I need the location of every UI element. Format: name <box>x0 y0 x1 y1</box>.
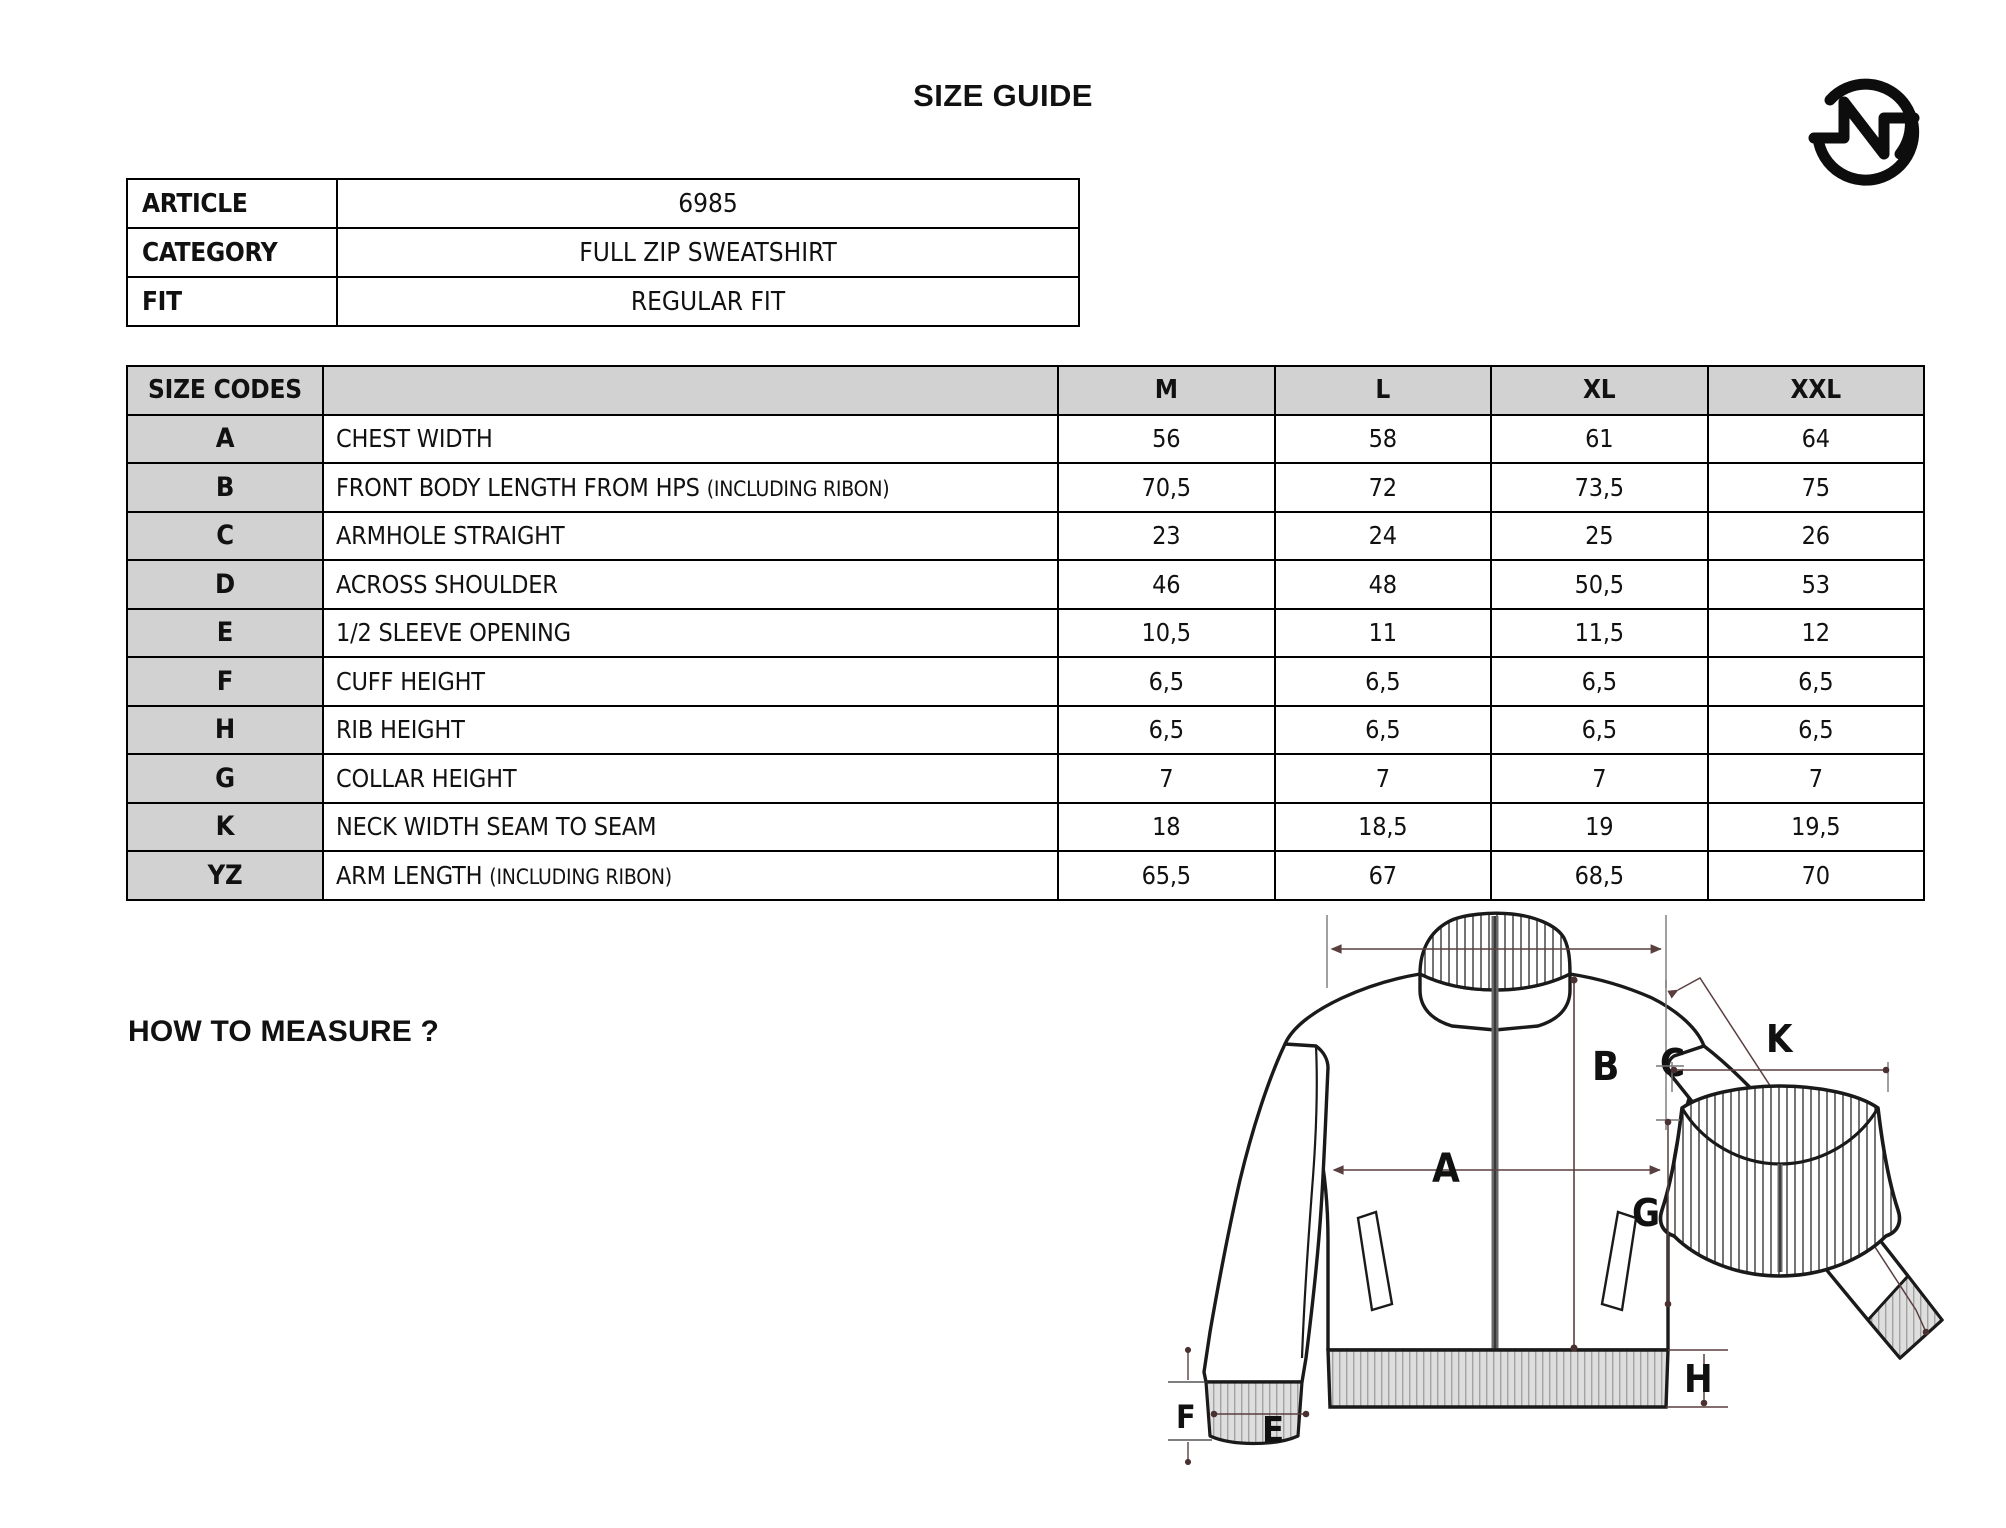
table-row <box>127 228 1079 277</box>
circle-zigzag-logo <box>1800 62 1928 190</box>
table-row <box>127 609 1924 658</box>
value-cell-xxl: 12 <box>1708 609 1925 658</box>
marker-label-a: A <box>1432 1146 1460 1192</box>
description-text: 1/2 SLEEVE OPENING <box>336 618 571 648</box>
info-value-category: FULL ZIP SWEATSHIRT <box>337 228 1079 277</box>
value-cell-l: 48 <box>1275 560 1492 609</box>
size-code-cell: K <box>127 803 323 852</box>
column-header-description <box>323 366 1058 415</box>
size-measurements-table <box>126 365 1925 901</box>
value-cell-xl: 19 <box>1491 803 1708 852</box>
marker-label-b: B <box>1592 1044 1620 1090</box>
measurement-description-cell <box>323 415 1058 464</box>
value-cell-l: 67 <box>1275 851 1492 900</box>
size-code-cell: G <box>127 754 323 803</box>
size-code-cell: B <box>127 463 323 512</box>
value-cell-m: 56 <box>1058 415 1275 464</box>
value-cell-m: 70,5 <box>1058 463 1275 512</box>
column-header-size-codes: SIZE CODES <box>127 366 323 415</box>
marker-label-k: K <box>1766 1017 1793 1061</box>
value-cell-xl: 6,5 <box>1491 706 1708 755</box>
value-cell-xxl: 53 <box>1708 560 1925 609</box>
value-cell-l: 6,5 <box>1275 706 1492 755</box>
description-text: COLLAR HEIGHT <box>336 763 517 793</box>
value-cell-xxl: 6,5 <box>1708 657 1925 706</box>
value-cell-xxl: 26 <box>1708 512 1925 561</box>
table-row <box>127 415 1924 464</box>
description-text: RIB HEIGHT <box>336 715 465 745</box>
value-cell-m: 7 <box>1058 754 1275 803</box>
article-info-table <box>126 178 1080 327</box>
description-text: CUFF HEIGHT <box>336 666 485 696</box>
value-cell-m: 18 <box>1058 803 1275 852</box>
measurement-description-cell <box>323 851 1058 900</box>
value-cell-xl: 61 <box>1491 415 1708 464</box>
info-value-article: 6985 <box>337 179 1079 228</box>
jacket-left-sleeve <box>1204 1044 1328 1382</box>
column-header-xxl: XXL <box>1708 366 1925 415</box>
description-text: FRONT BODY LENGTH FROM HPS <box>336 472 700 502</box>
value-cell-xxl: 75 <box>1708 463 1925 512</box>
value-cell-m: 10,5 <box>1058 609 1275 658</box>
marker-label-g: G <box>1632 1191 1661 1235</box>
measurement-description-cell <box>323 754 1058 803</box>
marker-label-h: H <box>1684 1357 1713 1401</box>
measurement-description-cell <box>323 657 1058 706</box>
table-header-row <box>127 366 1924 415</box>
value-cell-xl: 11,5 <box>1491 609 1708 658</box>
column-header-m: M <box>1058 366 1275 415</box>
bottom-rib-hem <box>1328 1350 1668 1407</box>
value-cell-xxl: 6,5 <box>1708 706 1925 755</box>
value-cell-xxl: 7 <box>1708 754 1925 803</box>
info-key-category: CATEGORY <box>127 228 337 277</box>
value-cell-m: 6,5 <box>1058 706 1275 755</box>
value-cell-l: 18,5 <box>1275 803 1492 852</box>
column-header-l: L <box>1275 366 1492 415</box>
value-cell-xl: 73,5 <box>1491 463 1708 512</box>
dimension-rib-height <box>1666 1350 1728 1407</box>
how-to-measure-heading: HOW TO MEASURE ? <box>128 1015 439 1048</box>
measurement-description-cell <box>323 706 1058 755</box>
size-code-cell: D <box>127 560 323 609</box>
column-header-xl: XL <box>1491 366 1708 415</box>
description-text: CHEST WIDTH <box>336 424 493 454</box>
description-text: ACROSS SHOULDER <box>336 569 558 599</box>
info-value-fit: REGULAR FIT <box>337 277 1079 326</box>
value-cell-m: 23 <box>1058 512 1275 561</box>
left-sleeve-cuff <box>1206 1382 1302 1444</box>
value-cell-l: 72 <box>1275 463 1492 512</box>
value-cell-xxl: 70 <box>1708 851 1925 900</box>
measurement-description-cell <box>323 463 1058 512</box>
value-cell-xxl: 19,5 <box>1708 803 1925 852</box>
value-cell-xl: 7 <box>1491 754 1708 803</box>
measurement-description-cell <box>323 609 1058 658</box>
table-row <box>127 754 1924 803</box>
value-cell-xl: 50,5 <box>1491 560 1708 609</box>
value-cell-l: 24 <box>1275 512 1492 561</box>
table-row <box>127 803 1924 852</box>
value-cell-m: 46 <box>1058 560 1275 609</box>
value-cell-l: 58 <box>1275 415 1492 464</box>
description-text: ARMHOLE STRAIGHT <box>336 521 565 551</box>
marker-label-f: F <box>1176 1398 1196 1436</box>
table-row <box>127 706 1924 755</box>
value-cell-m: 6,5 <box>1058 657 1275 706</box>
size-code-cell: H <box>127 706 323 755</box>
measurement-illustration <box>1080 880 2006 1528</box>
value-cell-xl: 6,5 <box>1491 657 1708 706</box>
table-row <box>127 463 1924 512</box>
size-code-cell: YZ <box>127 851 323 900</box>
marker-label-c: C <box>1660 1041 1686 1085</box>
value-cell-l: 6,5 <box>1275 657 1492 706</box>
value-cell-l: 7 <box>1275 754 1492 803</box>
description-subtext: (INCLUDING RIBON) <box>489 864 672 889</box>
description-text: NECK WIDTH SEAM TO SEAM <box>336 812 657 842</box>
size-code-cell: E <box>127 609 323 658</box>
measurement-description-cell <box>323 512 1058 561</box>
info-key-article: ARTICLE <box>127 179 337 228</box>
page-title: SIZE GUIDE <box>913 78 1093 113</box>
value-cell-xl: 25 <box>1491 512 1708 561</box>
measurement-description-cell <box>323 560 1058 609</box>
value-cell-xxl: 64 <box>1708 415 1925 464</box>
size-code-cell: A <box>127 415 323 464</box>
table-row <box>127 179 1079 228</box>
value-cell-xl: 68,5 <box>1491 851 1708 900</box>
table-row <box>127 657 1924 706</box>
size-code-cell: F <box>127 657 323 706</box>
description-text: ARM LENGTH <box>336 860 483 890</box>
table-row <box>127 560 1924 609</box>
table-row <box>127 512 1924 561</box>
description-subtext: (INCLUDING RIBON) <box>706 476 890 501</box>
info-key-fit: FIT <box>127 277 337 326</box>
measurement-description-cell <box>323 803 1058 852</box>
marker-label-e: E <box>1262 1410 1285 1451</box>
value-cell-m: 65,5 <box>1058 851 1275 900</box>
value-cell-l: 11 <box>1275 609 1492 658</box>
table-row <box>127 277 1079 326</box>
size-code-cell: C <box>127 512 323 561</box>
